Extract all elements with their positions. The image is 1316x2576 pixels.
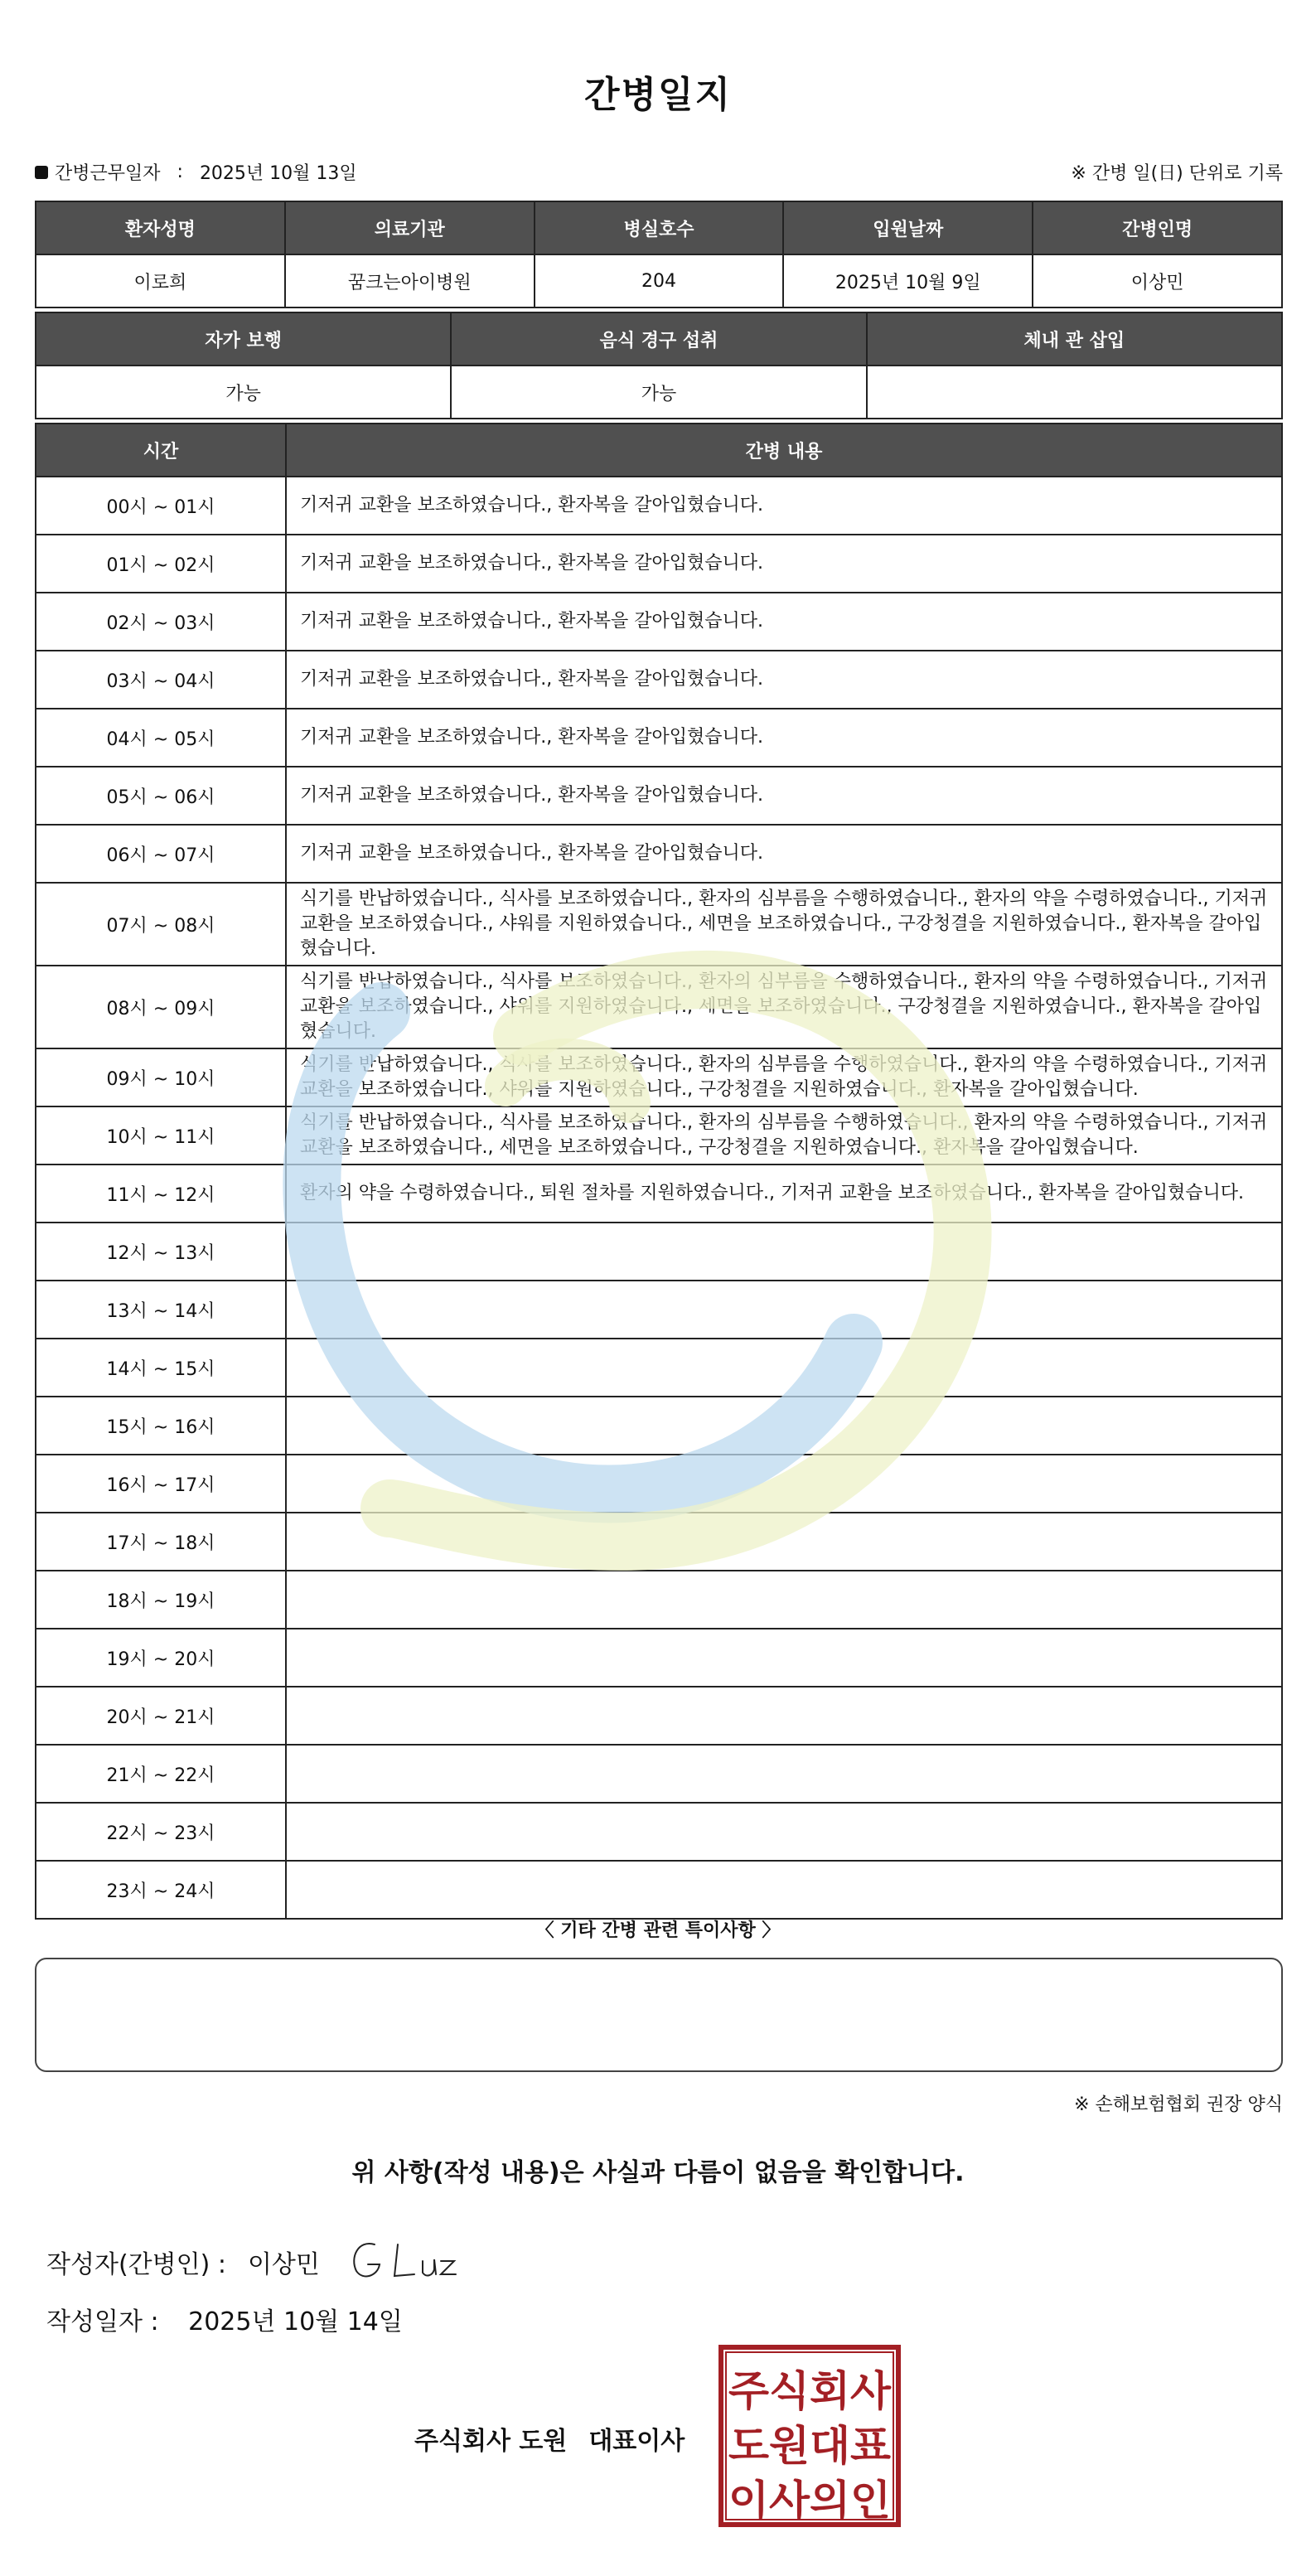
care-log-content	[286, 1687, 1282, 1745]
patient-status-header-row	[36, 312, 1282, 366]
care-log-row	[36, 1513, 1282, 1571]
care-log-row	[36, 966, 1282, 1048]
care-log-time: 04시 ~ 05시	[36, 709, 286, 767]
care-log-row	[36, 477, 1282, 535]
care-log-time: 09시 ~ 10시	[36, 1048, 286, 1106]
company-seal-icon	[718, 2344, 902, 2528]
writer-name: 이상민	[247, 2250, 320, 2279]
care-log-time: 10시 ~ 11시	[36, 1106, 286, 1165]
care-log-row	[36, 1281, 1282, 1339]
patient-name-value: 이로희	[36, 254, 285, 307]
oral-intake-value: 가능	[451, 366, 866, 419]
patient-status-value-row	[36, 366, 1282, 419]
care-log-content: 식기를 반납하였습니다., 식사를 보조하였습니다., 환자의 심부름을 수행하였습니다., 환자의 약을 수령하였습니다., 기저귀 교환을 보조하였습니다., 샤워를 지원하였습니다., 세면을 보조하였습니다., 구강청결을 지원하였습니다., 환자복을 갈아입혔습니다.	[286, 883, 1282, 966]
header-patient-name: 환자성명	[36, 201, 285, 254]
care-log-time: 06시 ~ 07시	[36, 825, 286, 883]
care-log-row	[36, 1223, 1282, 1281]
care-log-row	[36, 535, 1282, 593]
care-log-content: 환자의 약을 수령하였습니다., 퇴원 절차를 지원하였습니다., 기저귀 교환을 보조하였습니다., 환자복을 갈아입혔습니다.	[286, 1165, 1282, 1223]
svg-text:주식회사: 주식회사	[728, 2367, 892, 2415]
care-log-content: 기저귀 교환을 보조하였습니다., 환자복을 갈아입혔습니다.	[286, 477, 1282, 535]
tube-insertion-value	[867, 366, 1282, 419]
care-log-time: 02시 ~ 03시	[36, 593, 286, 651]
care-log-time: 03시 ~ 04시	[36, 651, 286, 709]
care-log-table	[35, 423, 1283, 1920]
care-log-time: 19시 ~ 20시	[36, 1629, 286, 1687]
care-log-content	[286, 1745, 1282, 1803]
recommendation-note: ※ 손해보험협회 권장 양식	[1074, 2094, 1283, 2115]
unit-note: ※ 간병 일(日) 단위로 기록	[1071, 163, 1283, 184]
care-log-time: 08시 ~ 09시	[36, 966, 286, 1048]
care-log-row	[36, 1455, 1282, 1513]
care-log-content: 식기를 반납하였습니다., 식사를 보조하였습니다., 환자의 심부름을 수행하였습니다., 환자의 약을 수령하였습니다., 기저귀 교환을 보조하였습니다., 샤워를 지원하였습니다., 구강청결을 지원하였습니다., 환자복을 갈아입혔습니다.	[286, 1048, 1282, 1106]
writer-label: 작성자(간병인) :	[46, 2250, 226, 2279]
work-date-row	[35, 159, 357, 185]
hospital-value: 꿈크는아이병원	[285, 254, 535, 307]
admission-date-value: 2025년 10월 9일	[783, 254, 1033, 307]
care-log-time: 11시 ~ 12시	[36, 1165, 286, 1223]
patient-info-table	[35, 201, 1283, 308]
special-notes-box	[35, 1958, 1283, 2072]
care-log-time: 21시 ~ 22시	[36, 1745, 286, 1803]
confirmation-statement: 위 사항(작성 내용)은 사실과 다름이 없음을 확인합니다.	[351, 2158, 965, 2187]
care-log-content	[286, 1339, 1282, 1397]
written-date-label: 작성일자 :	[46, 2307, 159, 2336]
svg-text:이사의인: 이사의인	[728, 2477, 891, 2525]
care-log-time: 15시 ~ 16시	[36, 1397, 286, 1455]
svg-text:도원대표: 도원대표	[728, 2422, 892, 2470]
care-log-time: 22시 ~ 23시	[36, 1803, 286, 1861]
care-log-time: 12시 ~ 13시	[36, 1223, 286, 1281]
care-log-row	[36, 1397, 1282, 1455]
writer-row	[46, 2233, 467, 2291]
care-log-time: 01시 ~ 02시	[36, 535, 286, 593]
care-log-body	[36, 477, 1282, 1919]
care-log-row	[36, 709, 1282, 767]
care-log-content	[286, 1513, 1282, 1571]
patient-info-header-row	[36, 201, 1282, 254]
care-log-row	[36, 1339, 1282, 1397]
care-log-row	[36, 1571, 1282, 1629]
care-log-row	[36, 593, 1282, 651]
care-log-row	[36, 1861, 1282, 1919]
patient-info-value-row	[36, 254, 1282, 307]
company-signatory	[414, 2420, 685, 2457]
company-title: 대표이사	[588, 2427, 685, 2456]
written-date-row	[46, 2301, 403, 2337]
written-date-value: 2025년 10월 14일	[188, 2307, 403, 2336]
header-oral-intake: 음식 경구 섭취	[451, 312, 866, 366]
care-log-time: 17시 ~ 18시	[36, 1513, 286, 1571]
notes-heading: 〈 기타 간병 관련 특이사항 〉	[535, 1920, 781, 1941]
header-care-content: 간병 내용	[286, 424, 1282, 477]
care-log-time: 18시 ~ 19시	[36, 1571, 286, 1629]
patient-status-table	[35, 312, 1283, 419]
care-log-row	[36, 1106, 1282, 1165]
care-log-time: 14시 ~ 15시	[36, 1339, 286, 1397]
header-admission-date: 입원날짜	[783, 201, 1033, 254]
page-title: 간병일지	[583, 74, 732, 116]
care-log-row	[36, 825, 1282, 883]
care-log-content	[286, 1397, 1282, 1455]
care-log-time: 23시 ~ 24시	[36, 1861, 286, 1919]
care-log-content: 기저귀 교환을 보조하였습니다., 환자복을 갈아입혔습니다.	[286, 709, 1282, 767]
header-room-number: 병실호수	[535, 201, 784, 254]
work-date-value: 2025년 10월 13일	[199, 163, 357, 184]
care-log-row	[36, 1165, 1282, 1223]
care-log-time: 07시 ~ 08시	[36, 883, 286, 966]
care-log-row	[36, 1048, 1282, 1106]
care-log-header-row	[36, 424, 1282, 477]
care-log-content: 기저귀 교환을 보조하였습니다., 환자복을 갈아입혔습니다.	[286, 651, 1282, 709]
care-log-content	[286, 1571, 1282, 1629]
care-log-content	[286, 1803, 1282, 1861]
header-time: 시간	[36, 424, 286, 477]
header-tube-insertion: 체내 관 삽입	[867, 312, 1282, 366]
company-name: 주식회사 도원	[414, 2427, 568, 2456]
caregiver-name-value: 이상민	[1033, 254, 1282, 307]
care-log-content: 기저귀 교환을 보조하였습니다., 환자복을 갈아입혔습니다.	[286, 767, 1282, 825]
header-self-walking: 자가 보행	[36, 312, 451, 366]
care-log-row	[36, 1803, 1282, 1861]
care-log-content	[286, 1455, 1282, 1513]
care-log-row	[36, 1745, 1282, 1803]
care-log-content: 기저귀 교환을 보조하였습니다., 환자복을 갈아입혔습니다.	[286, 825, 1282, 883]
care-log-content	[286, 1861, 1282, 1919]
care-log-content	[286, 1223, 1282, 1281]
header-hospital: 의료기관	[285, 201, 535, 254]
care-log-content: 식기를 반납하였습니다., 식사를 보조하였습니다., 환자의 심부름을 수행하였습니다., 환자의 약을 수령하였습니다., 기저귀 교환을 보조하였습니다., 샤워를 지원하였습니다., 세면을 보조하였습니다., 구강청결을 지원하였습니다., 환자복을 갈아입혔습니다.	[286, 966, 1282, 1048]
care-log-content: 기저귀 교환을 보조하였습니다., 환자복을 갈아입혔습니다.	[286, 535, 1282, 593]
care-log-row	[36, 767, 1282, 825]
care-log-time: 05시 ~ 06시	[36, 767, 286, 825]
care-log-row	[36, 1629, 1282, 1687]
self-walking-value: 가능	[36, 366, 451, 419]
care-log-time: 00시 ~ 01시	[36, 477, 286, 535]
care-log-content	[286, 1281, 1282, 1339]
work-date-separator: :	[177, 162, 183, 182]
care-log-time: 16시 ~ 17시	[36, 1455, 286, 1513]
care-log-row	[36, 651, 1282, 709]
bullet-square-icon	[35, 166, 48, 179]
care-log-time: 20시 ~ 21시	[36, 1687, 286, 1745]
care-log-row	[36, 1687, 1282, 1745]
room-number-value: 204	[535, 254, 784, 307]
signature-icon	[343, 2233, 467, 2291]
work-date-label: 간병근무일자	[55, 163, 161, 184]
care-log-time: 13시 ~ 14시	[36, 1281, 286, 1339]
care-log-row	[36, 883, 1282, 966]
care-log-content: 기저귀 교환을 보조하였습니다., 환자복을 갈아입혔습니다.	[286, 593, 1282, 651]
header-caregiver-name: 간병인명	[1033, 201, 1282, 254]
care-log-content	[286, 1629, 1282, 1687]
care-log-content: 식기를 반납하였습니다., 식사를 보조하였습니다., 환자의 심부름을 수행하였습니다., 환자의 약을 수령하였습니다., 기저귀 교환을 보조하였습니다., 세면을 보조하였습니다., 구강청결을 지원하였습니다., 환자복을 갈아입혔습니다.	[286, 1106, 1282, 1165]
